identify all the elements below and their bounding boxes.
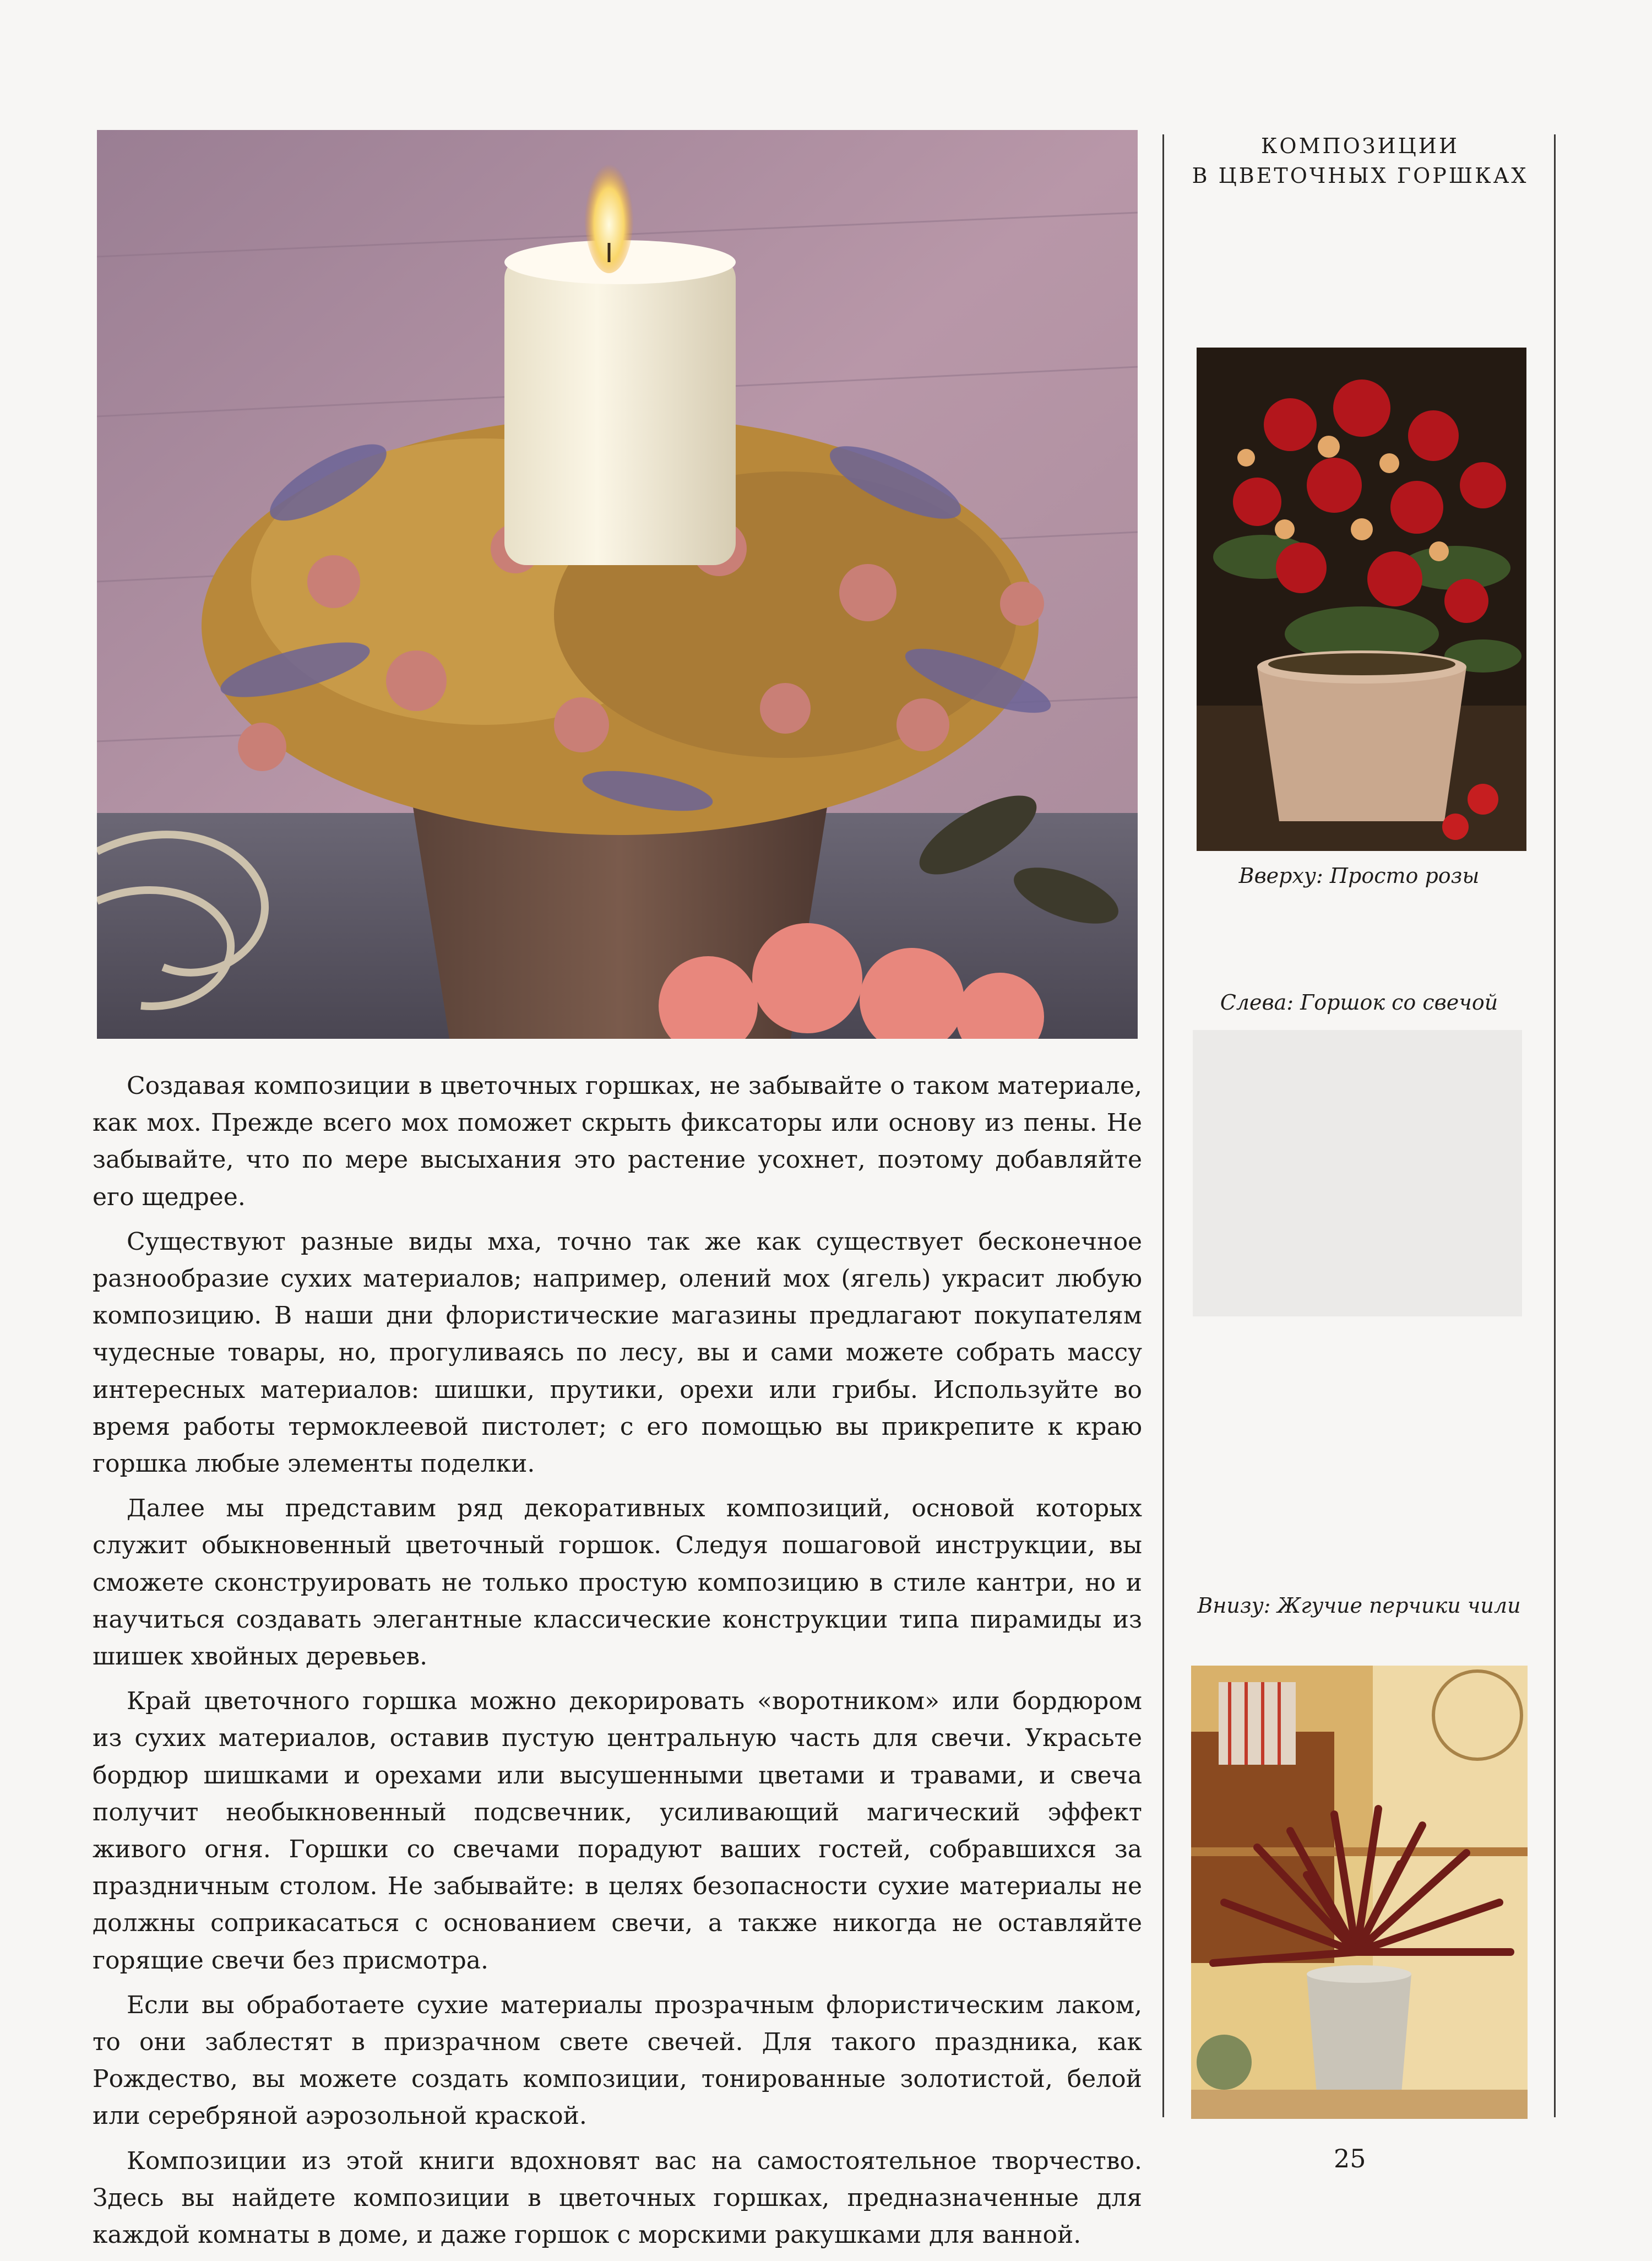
running-head-line-2: В ЦВЕТОЧНЫХ ГОРШКАХ xyxy=(1192,164,1529,188)
body-paragraph-4: Край цветочного горшка можно декорировать «воротником» или бордюром из сухих материалов, оставив пустую центральную часть для свечи. Украсьте бордюр шишками и орехами или высушенными цветами и травами, и свеча получит необыкновенный подсвечник, усиливающий магический эффект живого огня. Горшки со свечами порадуют ваших гостей, собравшихся за праздничным столом. Не забывайте: в целях безопасности сухие материалы не должны соприкасаться с основанием свечи, а также никогда не оставляйте горящие свечи без присмотра. xyxy=(93,1687,1142,1975)
body-text xyxy=(93,1067,1142,2261)
body-paragraph-1: Создавая композиции в цветочных горшках, не забывайте о таком материале, как мох. Прежде всего мох поможет скрыть фиксаторы или основу из пены. Не забывайте, что по мере высыхания это растение усохнет, поэтому добавляйте его щедрее. xyxy=(93,1072,1142,1211)
body-paragraph-2: Существуют разные виды мха, точно так же как существует бесконечное разнообразие сухих материалов; например, олений мох (ягель) украсит любую композицию. В наши дни флористические магазины предлагают покупателям чудесные товары, но, прогуливаясь по лесу, вы и сами можете собрать массу интересных материалов: шишки, прутики, орехи или грибы. Используйте во время работы термоклеевой пистолет; с его помощью вы прикрепите к краю горшка любые элементы поделки. xyxy=(93,1227,1142,1478)
show-through-box xyxy=(1193,1030,1522,1316)
chili-peppers-photo xyxy=(1191,1666,1528,2119)
roses-photo xyxy=(1197,348,1526,851)
sidebar-left-rule xyxy=(1162,134,1164,2117)
caption-bottom: Внизу: Жгучие перчики чили xyxy=(1197,1593,1521,1618)
body-paragraph-5: Если вы обработаете сухие материалы прозрачным флористическим лаком, то они заблестят в призрачном свете свечей. Для такого праздника, как Рождество, вы можете создать композиции, тонированные золотистой, белой или серебряной аэрозольной краской. xyxy=(93,1991,1142,2130)
page-number: 25 xyxy=(1334,2144,1366,2173)
caption-left-line-1: Слева: Горшок со свечой xyxy=(1220,990,1498,1015)
body-paragraph-3: Далее мы представим ряд декоративных композиций, основой которых служит обыкновенный цветочный горшок. Следуя пошаговой инструкции, вы сможете сконструировать не только простую композицию в стиле кантри, но и научиться создавать элегантные классические конструкции типа пирамиды из шишек хвойных деревьев. xyxy=(93,1494,1142,1671)
caption-top: Вверху: Просто розы xyxy=(1238,864,1480,888)
main-photo-candle-pot xyxy=(97,130,1138,1039)
running-head xyxy=(1175,131,1545,191)
running-head-line-1: КОМПОЗИЦИИ xyxy=(1261,134,1459,158)
sidebar-right-rule xyxy=(1554,134,1556,2117)
body-paragraph-6: Композиции из этой книги вдохновят вас на самостоятельное творчество. Здесь вы найдете композиции в цветочных горшках, предназначенные для каждой комнаты в доме, и даже горшок с морскими ракушками для ванной. xyxy=(93,2146,1142,2249)
